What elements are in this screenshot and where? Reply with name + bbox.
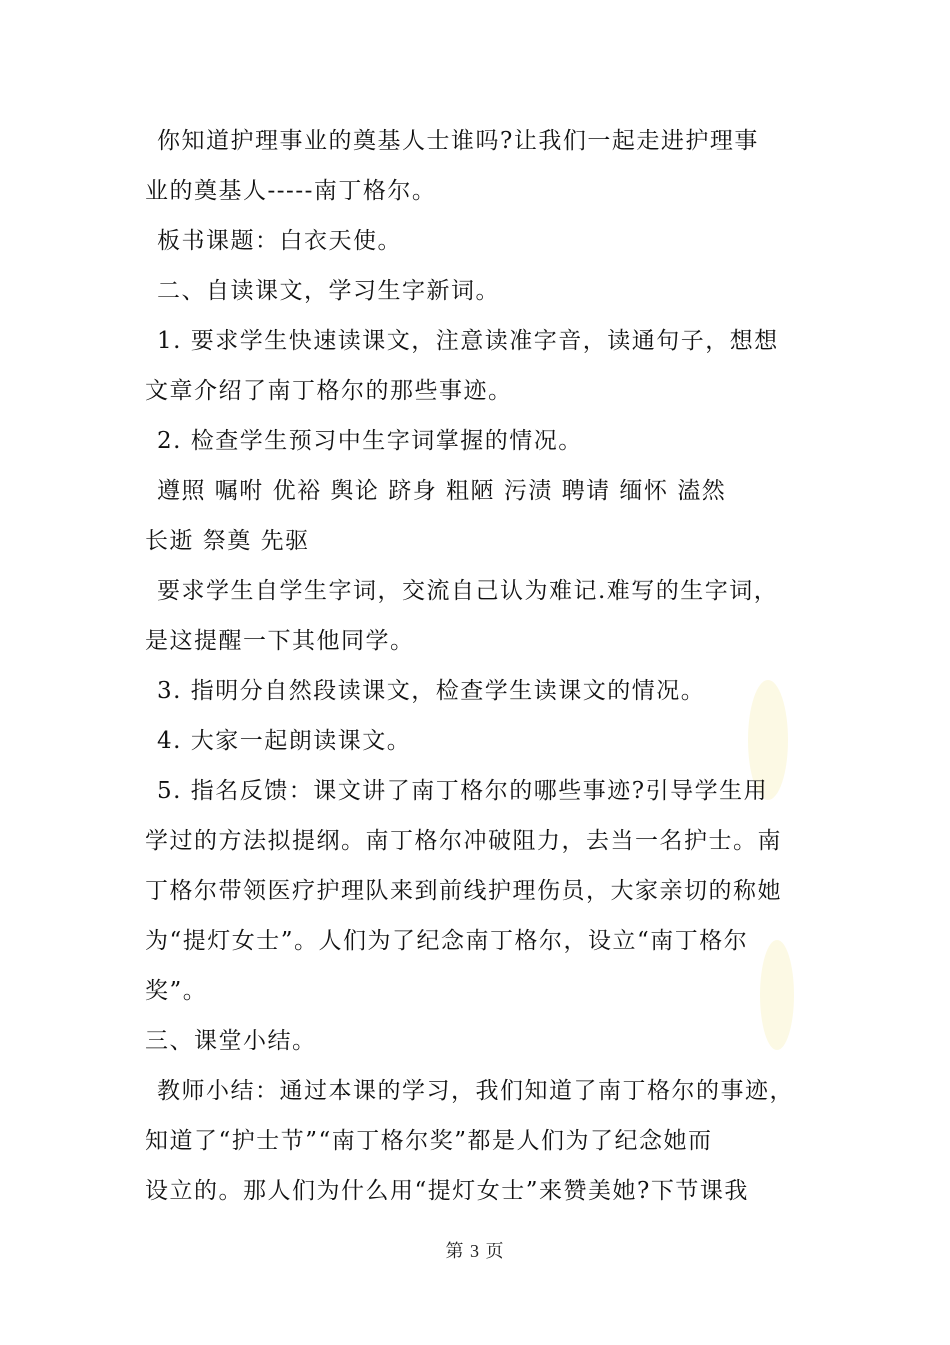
text-line: 奖”。 (145, 978, 208, 1004)
text-line: 1. 要求学生快速读课文，注意读准字音，读通句子，想想 (157, 328, 779, 354)
text-line: 你知道护理事业的奠基人士谁吗?让我们一起走进护理事 (157, 128, 759, 154)
text-line: 要求学生自学生字词，交流自己认为难记.难写的生字词， (157, 578, 779, 604)
section-heading: 二、自读课文，学习生字新词。 (157, 278, 500, 304)
text-line: 是这提醒一下其他同学。 (145, 628, 415, 654)
text-line: 4. 大家一起朗读课文。 (157, 728, 412, 754)
text-line: 设立的。那人们为什么用“提灯女士”来赞美她?下节课我 (145, 1178, 749, 1204)
vocabulary-line: 长逝 祭奠 先驱 (145, 528, 310, 554)
text-line: 文章介绍了南丁格尔的那些事迹。 (145, 378, 513, 404)
page-number: 第 3 页 (445, 1241, 505, 1261)
section-heading: 三、课堂小结。 (145, 1028, 317, 1054)
text-line: 丁格尔带领医疗护理队来到前线护理伤员，大家亲切的称她 (145, 878, 782, 904)
text-line: 2. 检查学生预习中生字词掌握的情况。 (157, 428, 583, 454)
text-line: 教师小结：通过本课的学习，我们知道了南丁格尔的事迹， (157, 1078, 794, 1104)
text-line: 为“提灯女士”。人们为了纪念南丁格尔，设立“南丁格尔 (145, 928, 749, 954)
text-line: 3. 指明分自然段读课文，检查学生读课文的情况。 (157, 678, 706, 704)
text-line: 板书课题：白衣天使。 (157, 228, 402, 254)
vocabulary-line: 遵照 嘱咐 优裕 舆论 跻身 粗陋 污渍 聘请 缅怀 溘然 (157, 478, 727, 504)
text-line: 学过的方法拟提纲。南丁格尔冲破阻力，去当一名护士。南 (145, 828, 782, 854)
text-line: 业的奠基人-----南丁格尔。 (145, 178, 437, 204)
document-body (145, 116, 810, 1216)
text-line: 5. 指名反馈：课文讲了南丁格尔的哪些事迹?引导学生用 (157, 778, 769, 804)
text-line: 知道了“护士节”“南丁格尔奖”都是人们为了纪念她而 (145, 1128, 713, 1154)
